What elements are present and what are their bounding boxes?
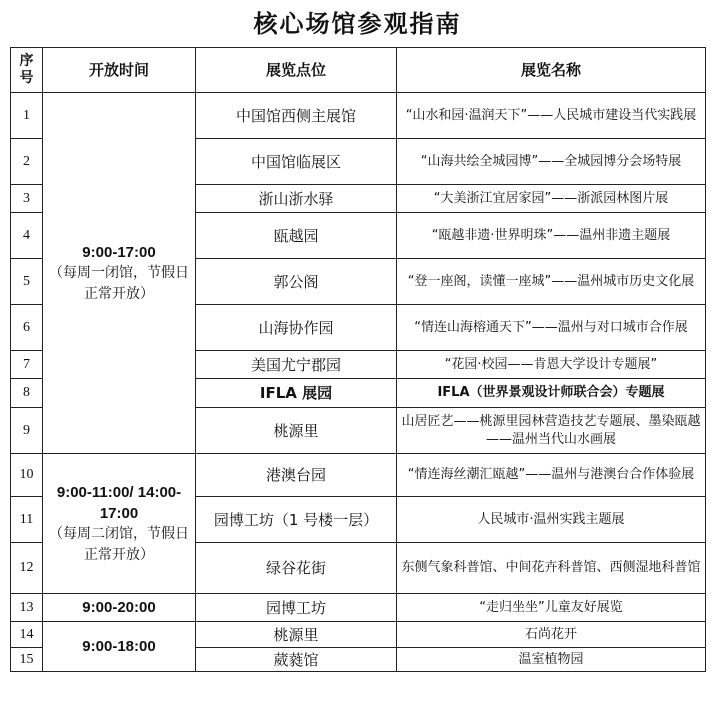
row-place: 葳蕤馆: [196, 648, 397, 672]
time-hours: 9:00-11:00/ 14:00-17:00: [56, 483, 182, 522]
row-no: 8: [11, 379, 43, 408]
table-row: [11, 594, 706, 622]
row-no: 4: [11, 213, 43, 259]
row-no: 10: [11, 454, 43, 497]
row-place: 绿谷花街: [196, 543, 397, 594]
time-hours: 9:00-20:00: [82, 599, 156, 616]
table-row: [11, 93, 706, 139]
row-no: 2: [11, 139, 43, 185]
time-note: （每周二闭馆，节假日正常开放）: [49, 525, 189, 563]
row-name: “情连山海榕通天下”——温州与对口城市合作展: [397, 305, 706, 351]
row-name: “登一座阁，读懂一座城”——温州城市历史文化展: [397, 259, 706, 305]
row-place: 桃源里: [196, 622, 397, 648]
time-cell: [43, 454, 196, 594]
row-no: 11: [11, 497, 43, 543]
row-name: “花园·校园——肯恩大学设计专题展”: [397, 351, 706, 379]
table-row: [11, 622, 706, 648]
row-no: 5: [11, 259, 43, 305]
row-no: 3: [11, 185, 43, 213]
row-name: 石尚花开: [397, 622, 706, 648]
row-name: 人民城市·温州实践主题展: [397, 497, 706, 543]
time-cell: [43, 622, 196, 672]
row-place: 港澳台园: [196, 454, 397, 497]
header-time: 开放时间: [43, 48, 196, 93]
row-place: 浙山浙水驿: [196, 185, 397, 213]
venue-guide-table: [10, 47, 706, 672]
row-name: 温室植物园: [397, 648, 706, 672]
row-place: 郭公阁: [196, 259, 397, 305]
time-cell: [43, 594, 196, 622]
row-name: “山水和园·温润天下”——人民城市建设当代实践展: [397, 93, 706, 139]
table-header-row: [11, 48, 706, 93]
row-name: “走归坐坐”儿童友好展览: [397, 594, 706, 622]
row-no: 7: [11, 351, 43, 379]
time-hours: 9:00-18:00: [82, 638, 156, 655]
row-no: 1: [11, 93, 43, 139]
header-no: 序号: [11, 48, 43, 93]
page-title: 核心场馆参观指南: [253, 10, 462, 38]
row-place: 瓯越园: [196, 213, 397, 259]
header-place: 展览点位: [196, 48, 397, 93]
row-name: 山居匠艺——桃源里园林营造技艺专题展、墨染瓯越——温州当代山水画展: [397, 408, 706, 454]
row-place: IFLA 展园: [196, 379, 397, 408]
table-row: [11, 454, 706, 497]
row-no: 14: [11, 622, 43, 648]
row-place: 桃源里: [196, 408, 397, 454]
row-name: “大美浙江宜居家园”——浙派园林图片展: [397, 185, 706, 213]
row-no: 12: [11, 543, 43, 594]
row-place: 园博工坊（1 号楼一层）: [196, 497, 397, 543]
row-no: 15: [11, 648, 43, 672]
row-place: 美国尤宁郡园: [196, 351, 397, 379]
time-note: （每周一闭馆，节假日正常开放）: [49, 264, 189, 302]
row-name: IFLA（世界景观设计师联合会）专题展: [397, 379, 706, 408]
row-place: 山海协作园: [196, 305, 397, 351]
time-cell: [43, 93, 196, 454]
header-name: 展览名称: [397, 48, 706, 93]
time-hours: 9:00-17:00: [82, 243, 156, 261]
row-name: 东侧气象科普馆、中间花卉科普馆、西侧湿地科普馆: [397, 543, 706, 594]
row-name: “瓯越非遗·世界明珠”——温州非遗主题展: [397, 213, 706, 259]
row-name: “山海共绘全城园博”——全城园博分会场特展: [397, 139, 706, 185]
row-name: “情连海丝潮汇瓯越”——温州与港澳台合作体验展: [397, 454, 706, 497]
row-place: 园博工坊: [196, 594, 397, 622]
row-place: 中国馆西侧主展馆: [196, 93, 397, 139]
row-no: 13: [11, 594, 43, 622]
row-no: 6: [11, 305, 43, 351]
row-no: 9: [11, 408, 43, 454]
row-place: 中国馆临展区: [196, 139, 397, 185]
